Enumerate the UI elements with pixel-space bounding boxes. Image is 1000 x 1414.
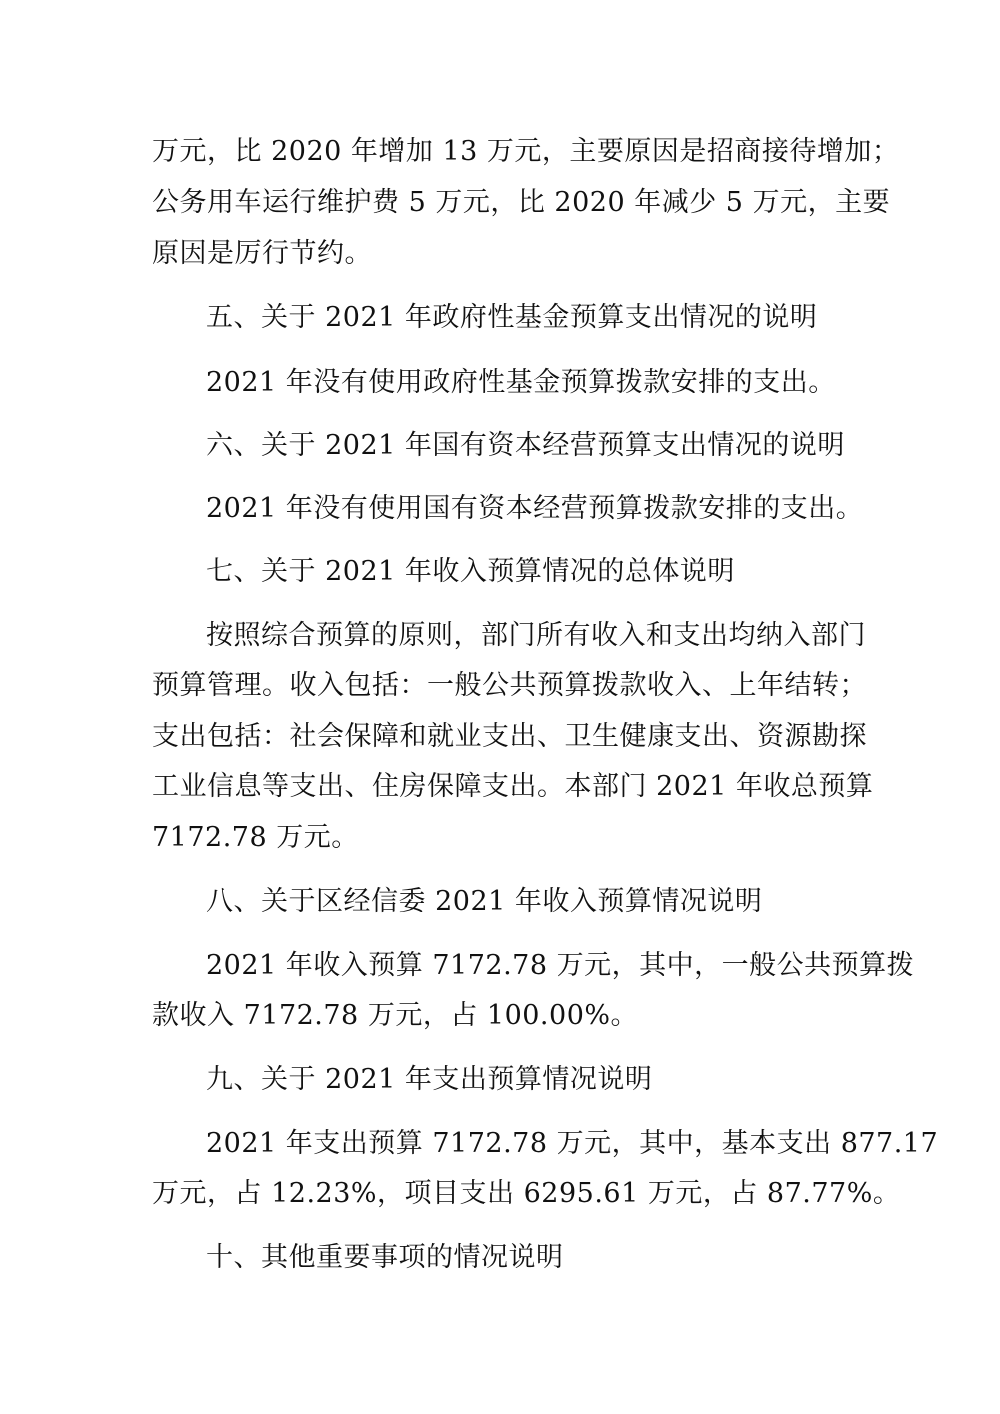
section-heading-9: 九、关于 2021 年支出预算情况说明: [206, 1064, 653, 1095]
body-line: 款收入 7172.78 万元，占 100.00%。: [152, 1000, 639, 1031]
body-line: 2021 年支出预算 7172.78 万元，其中，基本支出 877.17: [206, 1128, 939, 1159]
body-line: 2021 年没有使用政府性基金预算拨款安排的支出。: [206, 367, 836, 398]
section-heading-7: 七、关于 2021 年收入预算情况的总体说明: [206, 556, 735, 587]
body-line: 工业信息等支出、住房保障支出。本部门 2021 年收总预算: [152, 771, 874, 802]
section-heading-5: 五、关于 2021 年政府性基金预算支出情况的说明: [206, 302, 818, 333]
body-line: 万元，占 12.23%，项目支出 6295.61 万元，占 87.77%。: [152, 1178, 901, 1209]
body-line: 支出包括：社会保障和就业支出、卫生健康支出、资源勘探: [152, 721, 867, 752]
body-line: 2021 年收入预算 7172.78 万元，其中，一般公共预算拨: [206, 950, 915, 981]
body-line: 7172.78 万元。: [152, 822, 359, 853]
section-heading-6: 六、关于 2021 年国有资本经营预算支出情况的说明: [206, 430, 845, 461]
body-line: 2021 年没有使用国有资本经营预算拨款安排的支出。: [206, 493, 864, 524]
body-line: 按照综合预算的原则，部门所有收入和支出均纳入部门: [206, 620, 866, 651]
body-line: 万元，比 2020 年增加 13 万元，主要原因是招商接待增加；: [152, 136, 900, 167]
section-heading-8: 八、关于区经信委 2021 年收入预算情况说明: [206, 886, 763, 917]
body-line: 原因是厉行节约。: [152, 238, 372, 269]
section-heading-10: 十、其他重要事项的情况说明: [206, 1242, 564, 1273]
body-line: 预算管理。收入包括：一般公共预算拨款收入、上年结转；: [152, 670, 867, 701]
body-line: 公务用车运行维护费 5 万元，比 2020 年减少 5 万元，主要: [152, 187, 891, 218]
